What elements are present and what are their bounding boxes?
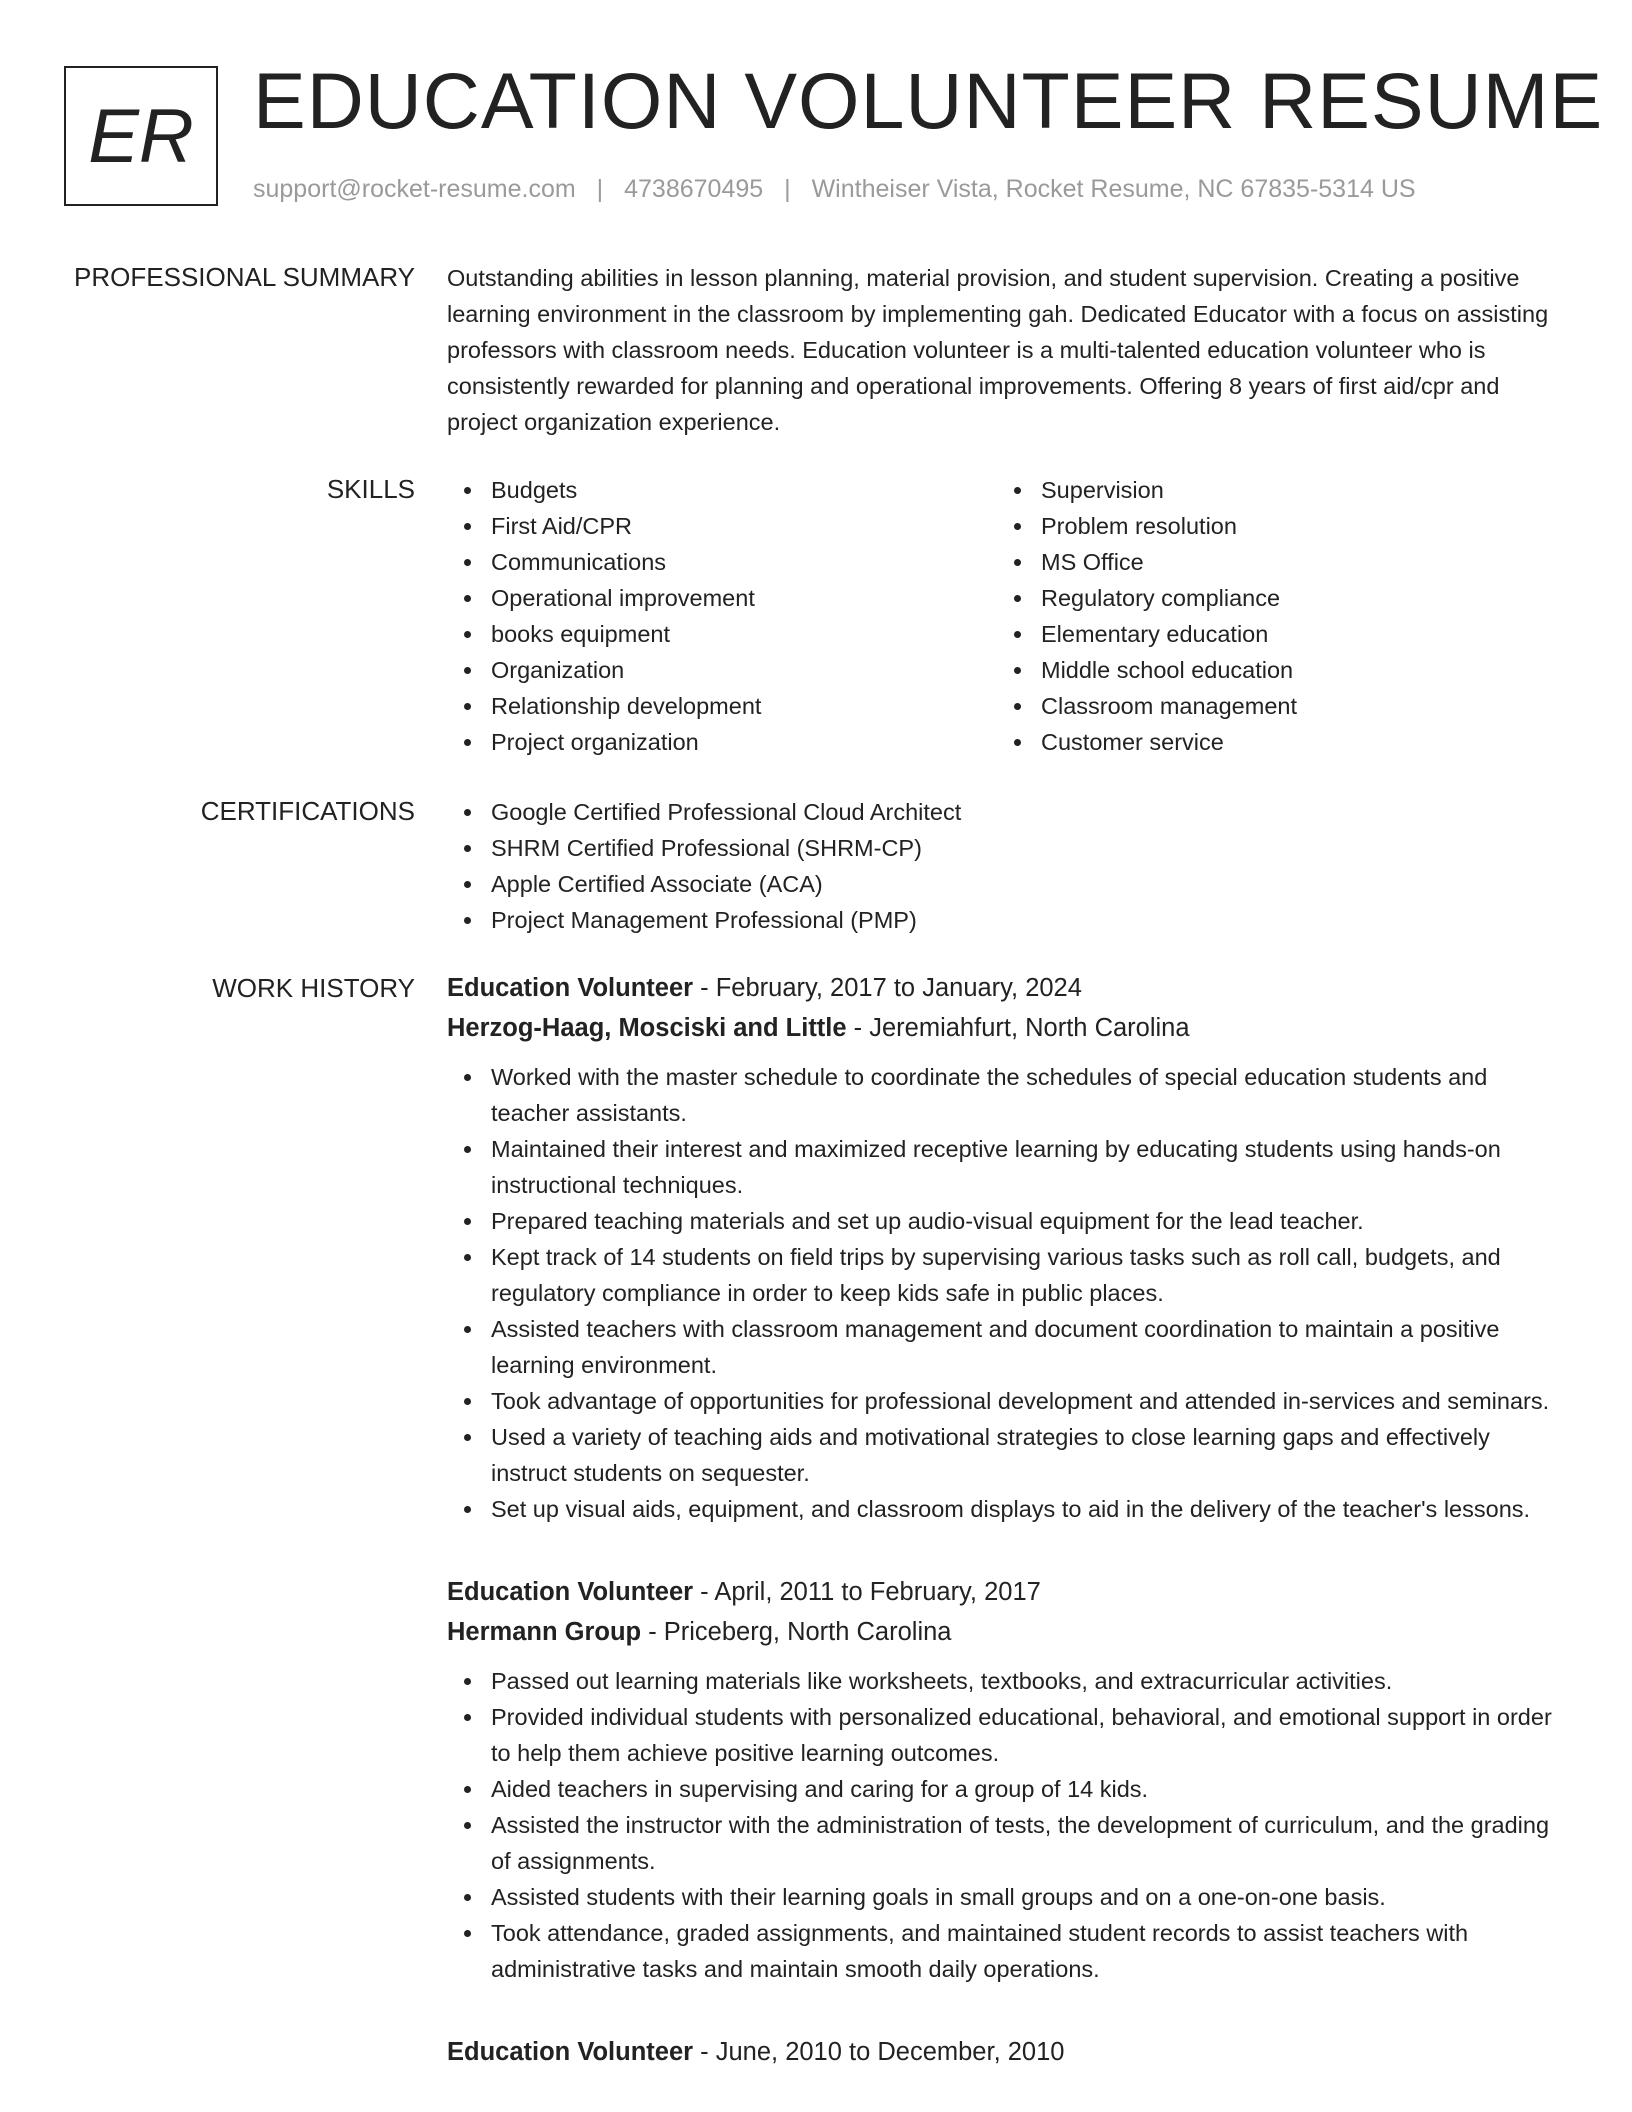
contact-email[interactable]: support@rocket-resume.com [253, 175, 576, 203]
job-location: - Jeremiahfurt, North Carolina [846, 1014, 1190, 1042]
job-dates: - April, 2011 to February, 2017 [693, 1578, 1041, 1606]
certification-item: SHRM Certified Professional (SHRM-CP) [447, 830, 1567, 866]
monogram-logo: ER [64, 66, 218, 206]
certification-item: Google Certified Professional Cloud Architect [447, 794, 1567, 830]
contact-phone[interactable]: 4738670495 [624, 175, 764, 203]
skill-item: Organization [447, 652, 997, 688]
certification-item: Project Management Professional (PMP) [447, 902, 1567, 938]
job-entry [447, 1572, 1567, 1987]
skill-item: Operational improvement [447, 580, 997, 616]
job-bullets [447, 1059, 1567, 1527]
skill-item: MS Office [997, 544, 1547, 580]
contact-separator: | [784, 175, 791, 203]
job-bullet: Assisted teachers with classroom management and document coordination to maintain a positive learning environment. [447, 1311, 1567, 1383]
summary-text: Outstanding abilities in lesson planning, material provision, and student supervision. Creating a positive learning environment in the classroom by implementing gah. Dedicated Educator with a focus on assisting professors with classroom needs. Education volunteer is a multi-talented education volunteer who is consistently rewarded for planning and operational improvements. Offering 8 years of first aid/cpr and project organization experience. [447, 265, 1549, 435]
job-company: Hermann Group [447, 1618, 642, 1646]
job-bullet: Prepared teaching materials and set up audio-visual equipment for the lead teacher. [447, 1203, 1567, 1239]
section-title: PROFESSIONAL SUMMARY [74, 262, 415, 292]
skill-item: Problem resolution [997, 508, 1547, 544]
job-dates: - February, 2017 to January, 2024 [693, 974, 1082, 1002]
skill-item: Elementary education [997, 616, 1547, 652]
job-bullet: Set up visual aids, equipment, and classroom displays to aid in the delivery of the teacher's lessons. [447, 1491, 1567, 1527]
job-company: Herzog-Haag, Mosciski and Little [447, 1014, 847, 1042]
job-bullet: Aided teachers in supervising and caring for a group of 14 kids. [447, 1771, 1567, 1807]
job-location: - Priceberg, North Carolina [641, 1618, 952, 1646]
job-bullet: Took advantage of opportunities for professional development and attended in-services and seminars. [447, 1383, 1567, 1419]
contact-address: Wintheiser Vista, Rocket Resume, NC 67835-5314 US [811, 175, 1416, 203]
section-title: CERTIFICATIONS [200, 796, 415, 826]
job-bullet: Passed out learning materials like worksheets, textbooks, and extracurricular activities. [447, 1663, 1567, 1699]
job-bullet: Used a variety of teaching aids and motivational strategies to close learning gaps and effectively instruct students on sequester. [447, 1419, 1567, 1491]
section-title: SKILLS [326, 474, 415, 504]
contact-separator: | [596, 175, 604, 203]
job-bullets [447, 1663, 1567, 1987]
certification-item: Apple Certified Associate (ACA) [447, 866, 1567, 902]
job-company-line [447, 1612, 1567, 1652]
job-entry [447, 2032, 1567, 2072]
skill-item: Budgets [447, 472, 997, 508]
job-bullet: Worked with the master schedule to coordinate the schedules of special education students and teacher assistants. [447, 1059, 1567, 1131]
job-dates: - June, 2010 to December, 2010 [693, 2038, 1065, 2066]
job-role-line [447, 1572, 1567, 1612]
skill-item: Regulatory compliance [997, 580, 1547, 616]
job-bullet: Kept track of 14 students on field trips by supervising various tasks such as roll call, budgets, and regulatory compliance in order to keep kids safe in public places. [447, 1239, 1567, 1311]
job-bullet: Assisted the instructor with the administration of tests, the development of curriculum, and the grading of assignments. [447, 1807, 1567, 1879]
job-role: Education Volunteer [447, 974, 694, 1002]
job-role-line [447, 968, 1567, 1008]
skill-item: Relationship development [447, 688, 997, 724]
skill-item: Middle school education [997, 652, 1547, 688]
job-bullet: Maintained their interest and maximized receptive learning by educating students using hands-on instructional techniques. [447, 1131, 1567, 1203]
skill-item: books equipment [447, 616, 997, 652]
job-role-line [447, 2032, 1567, 2072]
section-title: WORK HISTORY [212, 973, 415, 1003]
skill-item: Communications [447, 544, 997, 580]
certifications-list [447, 794, 1567, 938]
skills-list-left [447, 472, 997, 760]
job-entry [447, 968, 1567, 1527]
job-bullet: Provided individual students with personalized educational, behavioral, and emotional support in order to help them achieve positive learning outcomes. [447, 1699, 1567, 1771]
skill-item: First Aid/CPR [447, 508, 997, 544]
skills-list-right [997, 472, 1547, 760]
skill-item: Project organization [447, 724, 997, 760]
skill-item: Customer service [997, 724, 1547, 760]
skill-item: Classroom management [997, 688, 1547, 724]
contact-line [253, 175, 1416, 204]
job-bullet: Took attendance, graded assignments, and maintained student records to assist teachers with administrative tasks and maintain smooth daily operations. [447, 1915, 1567, 1987]
skill-item: Supervision [997, 472, 1547, 508]
job-bullet: Assisted students with their learning goals in small groups and on a one-on-one basis. [447, 1879, 1567, 1915]
job-role: Education Volunteer [447, 2038, 694, 2066]
resume-title: EDUCATION VOLUNTEER RESUME [253, 56, 1604, 145]
job-role: Education Volunteer [447, 1578, 694, 1606]
job-company-line [447, 1008, 1567, 1048]
